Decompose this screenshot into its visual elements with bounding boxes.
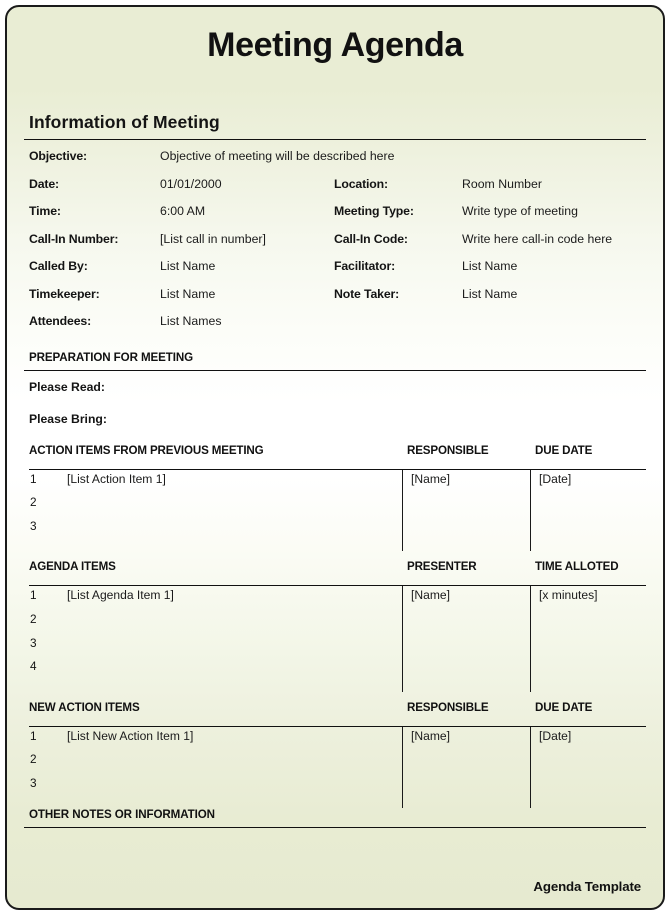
section-divider-information bbox=[24, 139, 646, 140]
note-taker-value[interactable]: List Name bbox=[462, 286, 518, 301]
date-label: Date: bbox=[29, 176, 59, 191]
attendees-value[interactable]: List Names bbox=[160, 314, 222, 329]
meeting-type-value[interactable]: Write type of meeting bbox=[462, 204, 578, 219]
spacer-before-new-actions bbox=[24, 692, 646, 701]
section-heading-preparation: PREPARATION FOR MEETING bbox=[29, 350, 194, 364]
header-presenter: PRESENTER bbox=[407, 560, 477, 574]
note-taker-label: Note Taker: bbox=[334, 286, 400, 301]
objective-value[interactable]: Objective of meeting will be described here bbox=[160, 149, 395, 164]
time-label: Time: bbox=[29, 204, 61, 219]
call-in-number-label: Call-In Number: bbox=[29, 231, 119, 246]
document-inner bbox=[7, 7, 663, 908]
row-number: 1 bbox=[30, 588, 37, 603]
meeting-information-grid bbox=[24, 149, 646, 342]
time-value[interactable]: 6:00 AM bbox=[160, 204, 206, 219]
meeting-type-label: Meeting Type: bbox=[334, 204, 414, 219]
row-item[interactable]: [List Action Item 1] bbox=[67, 471, 166, 486]
table-header-agenda-items bbox=[29, 560, 646, 579]
info-row-attendees bbox=[29, 314, 646, 342]
table-body-new-action-items bbox=[29, 727, 646, 808]
location-value[interactable]: Room Number bbox=[462, 176, 542, 191]
facilitator-label: Facilitator: bbox=[334, 259, 396, 274]
please-bring-row[interactable] bbox=[24, 403, 646, 435]
table-row[interactable] bbox=[29, 470, 646, 494]
row-number: 2 bbox=[30, 752, 37, 767]
info-row-callin-number-code bbox=[29, 232, 646, 260]
table-bottom-pad bbox=[29, 681, 646, 692]
table-row[interactable] bbox=[29, 774, 646, 798]
table-row[interactable] bbox=[29, 610, 646, 634]
header-agenda-items: AGENDA ITEMS bbox=[29, 560, 116, 574]
objective-label: Objective: bbox=[29, 149, 87, 164]
row-number: 1 bbox=[30, 471, 37, 486]
table-row[interactable] bbox=[29, 586, 646, 610]
row-number: 1 bbox=[30, 728, 37, 743]
table-body-previous-action-items bbox=[29, 470, 646, 552]
date-value[interactable]: 01/01/2000 bbox=[160, 176, 222, 191]
table-header-new-action-items bbox=[29, 701, 646, 720]
header-new-responsible: RESPONSIBLE bbox=[407, 700, 489, 714]
table-new-action-items bbox=[24, 701, 646, 808]
facilitator-value[interactable]: List Name bbox=[462, 259, 518, 274]
table-header-previous-action-items bbox=[29, 444, 646, 463]
please-bring-label: Please Bring: bbox=[29, 411, 107, 426]
page-title: Meeting Agenda bbox=[207, 26, 463, 64]
please-read-row[interactable] bbox=[24, 371, 646, 403]
agenda-document-card bbox=[5, 5, 665, 910]
header-time-alloted: TIME ALLOTED bbox=[535, 560, 619, 574]
section-divider-other-notes bbox=[24, 827, 646, 828]
info-row-objective bbox=[29, 149, 646, 177]
call-in-number-value[interactable]: [List call in number] bbox=[160, 231, 266, 246]
info-row-called-by-facilitator bbox=[29, 259, 646, 287]
called-by-label: Called By: bbox=[29, 259, 88, 274]
table-row[interactable] bbox=[29, 493, 646, 517]
row-number: 2 bbox=[30, 495, 37, 510]
row-responsible[interactable]: [Name] bbox=[411, 471, 450, 486]
called-by-value[interactable]: List Name bbox=[160, 259, 216, 274]
spacer-before-agenda-items bbox=[24, 551, 646, 560]
row-time-alloted[interactable]: [x minutes] bbox=[539, 588, 598, 603]
row-item[interactable]: [List New Action Item 1] bbox=[67, 728, 194, 743]
row-number: 4 bbox=[30, 659, 37, 674]
row-number: 3 bbox=[30, 775, 37, 790]
table-bottom-pad bbox=[29, 798, 646, 808]
table-row[interactable] bbox=[29, 517, 646, 541]
row-responsible[interactable]: [Name] bbox=[411, 728, 450, 743]
row-item[interactable]: [List Agenda Item 1] bbox=[67, 588, 174, 603]
table-row[interactable] bbox=[29, 657, 646, 681]
spacer-before-preparation bbox=[24, 342, 646, 351]
header-new-due-date: DUE DATE bbox=[535, 700, 593, 714]
table-bottom-pad bbox=[29, 540, 646, 551]
attendees-label: Attendees: bbox=[29, 314, 92, 329]
header-previous-responsible: RESPONSIBLE bbox=[407, 443, 489, 457]
table-body-agenda-items bbox=[29, 586, 646, 691]
section-heading-information: Information of Meeting bbox=[29, 112, 220, 133]
info-row-time-meeting-type bbox=[29, 204, 646, 232]
table-previous-action-items bbox=[24, 444, 646, 552]
header-new-action-items: NEW ACTION ITEMS bbox=[29, 700, 140, 714]
row-due-date[interactable]: [Date] bbox=[539, 471, 572, 486]
table-row[interactable] bbox=[29, 727, 646, 751]
info-row-date-location bbox=[29, 177, 646, 205]
section-heading-other-notes: OTHER NOTES OR INFORMATION bbox=[29, 807, 215, 821]
footer-agenda-template-label: Agenda Template bbox=[533, 879, 641, 894]
timekeeper-label: Timekeeper: bbox=[29, 286, 100, 301]
info-row-timekeeper-note-taker bbox=[29, 287, 646, 315]
please-read-label: Please Read: bbox=[29, 379, 105, 394]
row-number: 2 bbox=[30, 611, 37, 626]
header-previous-action-items: ACTION ITEMS FROM PREVIOUS MEETING bbox=[29, 443, 264, 457]
spacer-before-previous-actions bbox=[24, 435, 646, 444]
timekeeper-value[interactable]: List Name bbox=[160, 286, 216, 301]
table-row[interactable] bbox=[29, 750, 646, 774]
row-number: 3 bbox=[30, 635, 37, 650]
call-in-code-value[interactable]: Write here call-in code here bbox=[462, 231, 613, 246]
header-previous-due-date: DUE DATE bbox=[535, 443, 593, 457]
table-agenda-items bbox=[24, 560, 646, 691]
row-presenter[interactable]: [Name] bbox=[411, 588, 450, 603]
call-in-code-label: Call-In Code: bbox=[334, 231, 408, 246]
row-due-date[interactable]: [Date] bbox=[539, 728, 572, 743]
location-label: Location: bbox=[334, 176, 388, 191]
row-number: 3 bbox=[30, 518, 37, 533]
table-row[interactable] bbox=[29, 634, 646, 658]
